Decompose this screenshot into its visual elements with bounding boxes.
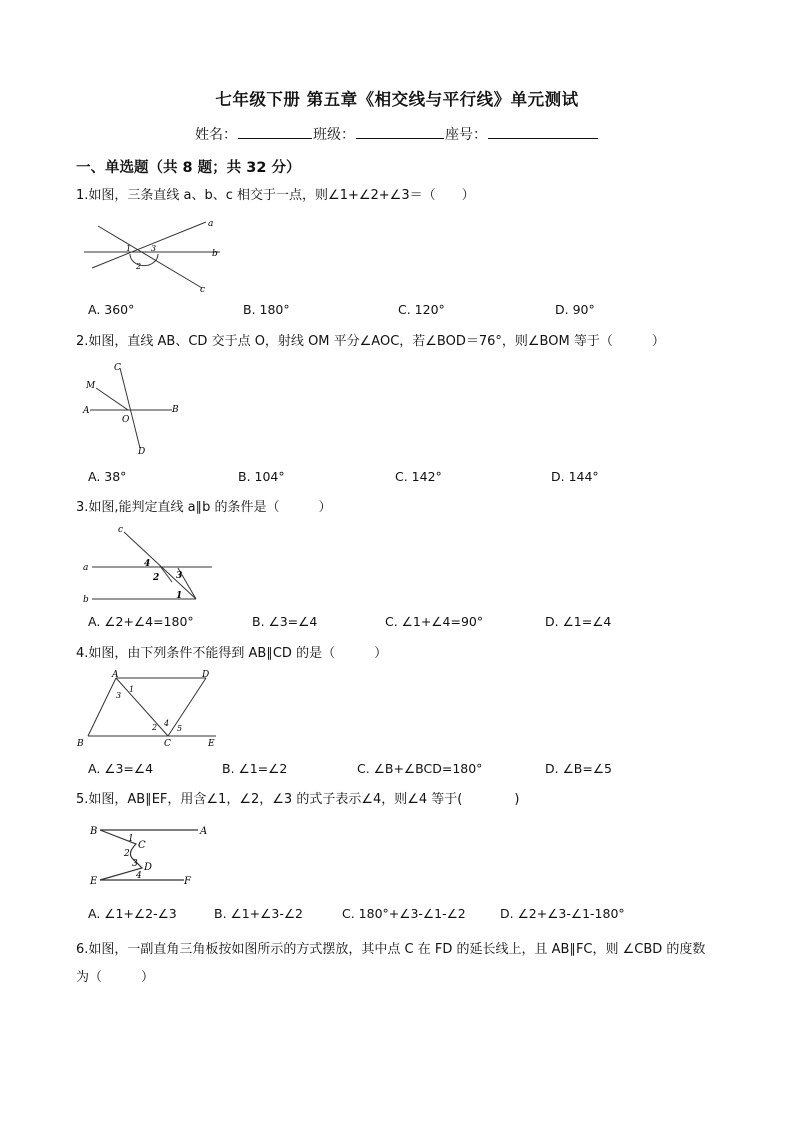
q4-option-c[interactable]: C. ∠B+∠BCD=180° [357,761,483,776]
q4-option-a[interactable]: A. ∠3=∠4 [88,761,154,776]
fig5-label-c: C [138,840,146,851]
name-blank[interactable] [238,124,312,139]
fig5-label-1: 1 [128,834,134,844]
q5-option-a[interactable]: A. ∠1+∠2-∠3 [88,906,177,921]
fig5-label-e: E [90,876,98,887]
fig5-label-2: 2 [124,849,130,859]
q3-option-a[interactable]: A. ∠2+∠4=180° [88,614,194,629]
fig1-label-1: 1 [126,244,132,253]
class-blank[interactable] [356,124,444,139]
fig4-label-e: E [208,739,215,749]
q3-option-d[interactable]: D. ∠1=∠4 [545,614,612,629]
q4-option-d[interactable]: D. ∠B=∠5 [545,761,612,776]
q3-option-b[interactable]: B. ∠3=∠4 [252,614,318,629]
fig3-label-1: 1 [176,591,183,601]
question-5-figure [86,818,216,894]
q3-option-c[interactable]: C. ∠1+∠4=90° [385,614,484,629]
fig5-label-3: 3 [132,859,138,869]
q2-option-b[interactable]: B. 104° [238,469,285,484]
seat-blank[interactable] [488,124,598,139]
fig2-label-d: D [138,447,146,457]
fig3-label-3: 3 [176,571,183,581]
fig3-label-c: c [118,525,124,535]
question-2-figure [80,358,190,458]
seat-label: 座号： [445,127,487,143]
fig5-label-4: 4 [136,871,142,881]
q2-option-c[interactable]: C. 142° [395,469,442,484]
fig4-label-5: 5 [177,724,183,733]
q1-option-c[interactable]: C. 120° [398,302,445,317]
page-title: 七年级下册 第五章《相交线与平行线》单元测试 [215,90,579,109]
fig5-label-d: D [144,862,153,873]
q5-option-d[interactable]: D. ∠2+∠3-∠1-180° [500,906,625,921]
fig4-label-2: 2 [152,723,158,732]
q1-option-b[interactable]: B. 180° [243,302,290,317]
question-2-text: 2.如图，直线 AB、CD 交于点 O，射线 OM 平分∠AOC，若∠BOD＝76°，则∠BOM 等于（ ） [76,334,665,349]
student-info [0,124,794,144]
fig1-label-b: b [212,249,218,259]
q2-option-a[interactable]: A. 38° [88,469,127,484]
q1-option-d[interactable]: D. 90° [555,302,595,317]
question-5-text: 5.如图，AB∥EF，用含∠1，∠2，∠3 的式子表示∠4，则∠4 等于( ) [76,792,520,807]
fig4-label-3: 3 [116,691,122,700]
q5-option-b[interactable]: B. ∠1+∠3-∠2 [214,906,303,921]
name-label: 姓名： [195,127,237,143]
fig4-label-a: A [112,670,119,680]
fig3-label-2: 2 [153,573,160,583]
fig3-label-4: 4 [144,559,151,569]
q2-option-d[interactable]: D. 144° [551,469,599,484]
fig1-label-c: c [200,285,206,294]
fig1-label-3: 3 [151,244,157,253]
question-1-text: 1.如图，三条直线 a、b、c 相交于一点，则∠1+∠2+∠3＝（ ） [76,188,475,203]
fig2-label-m: M [86,381,96,391]
fig4-label-b: B [77,739,84,749]
question-4-text: 4.如图，由下列条件不能得到 AB∥CD 的是（ ） [76,646,388,661]
q5-option-c[interactable]: C. 180°+∠3-∠1-∠2 [342,906,466,921]
fig2-label-c: C [114,363,121,373]
question-4-figure [74,668,224,750]
question-6-text: 6.如图，一副直角三角板按如图所示的方式摆放，其中点 C 在 FD 的延长线上，且 AB∥FC，则 ∠CBD 的度数为（ ） [76,942,706,985]
fig5-label-a: A [200,826,208,837]
fig2-label-b: B [172,405,179,415]
class-label: 班级： [313,127,355,143]
question-1-figure [78,212,228,294]
fig4-label-d: D [202,670,210,680]
question-3-figure [80,522,220,608]
fig1-label-2: 2 [136,262,142,271]
fig3-label-b: b [83,595,89,605]
section-title: 一、单选题（共 8 题；共 32 分） [76,160,301,176]
fig3-label-a: a [83,563,89,573]
fig4-label-4: 4 [164,719,170,728]
q4-option-b[interactable]: B. ∠1=∠2 [222,761,288,776]
fig5-label-b: B [90,826,98,837]
fig5-label-f: F [184,876,191,887]
q1-option-a[interactable]: A. 360° [88,302,135,317]
fig2-label-o: O [122,415,130,425]
fig4-label-1: 1 [129,685,135,694]
fig1-label-a: a [208,219,214,229]
question-3-text: 3.如图,能判定直线 a∥b 的条件是（ ） [76,500,332,515]
fig4-label-c: C [164,739,171,749]
fig2-label-a: A [83,406,90,416]
